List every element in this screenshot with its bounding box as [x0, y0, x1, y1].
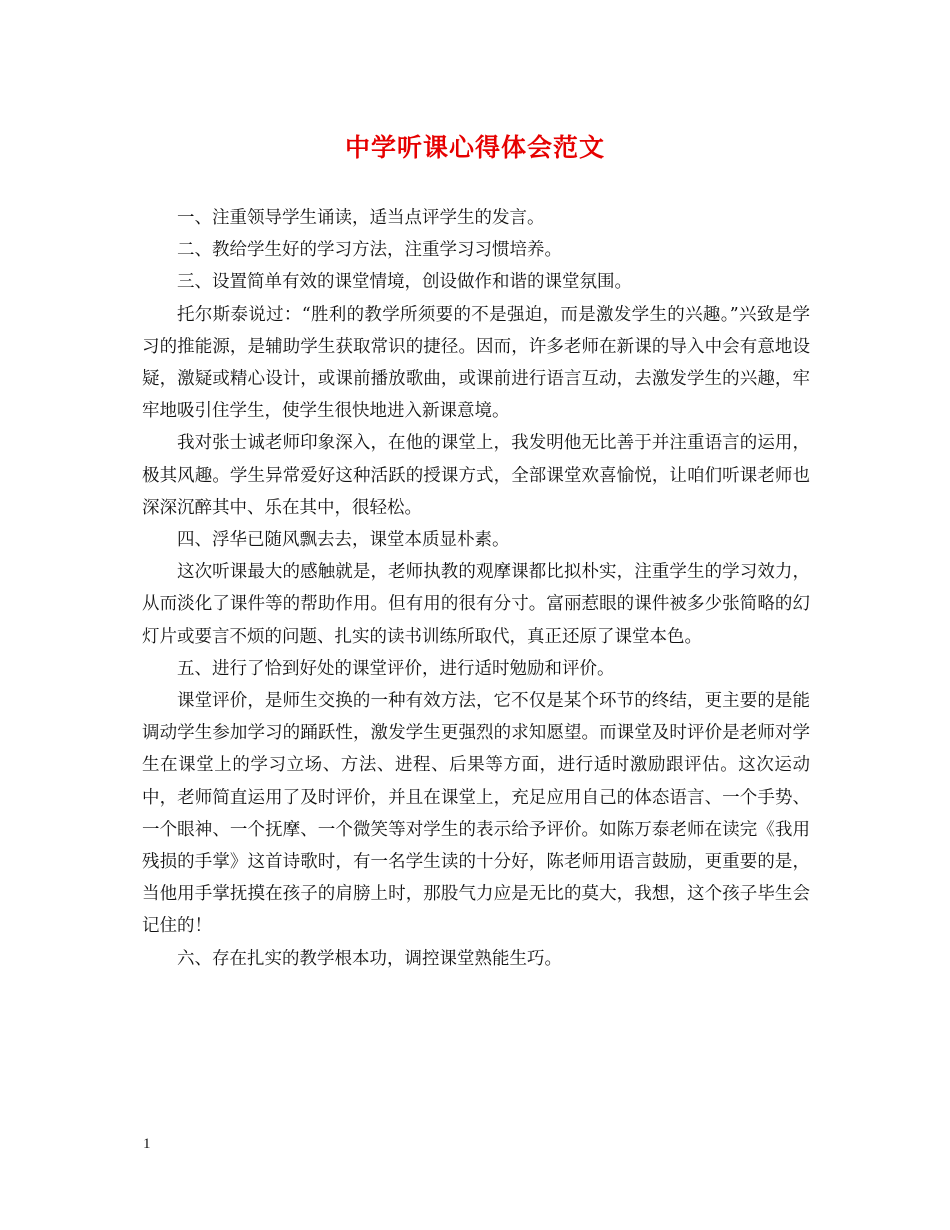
paragraph-7: 这次听课最大的感触就是，老师执教的观摩课都比拟朴实，注重学生的学习效力，从而淡化了课件等的帮助作用。但有用的很有分寸。富丽惹眼的课件被多少张简略的幻灯片或要言不烦的问题、扎实的读书训练所取代，真正还原了课堂本色。 [142, 562, 810, 647]
paragraph-5: 我对张士诚老师印象深入，在他的课堂上，我发明他无比善于并注重语言的运用，极其风趣。学生异常爱好这种活跃的授课方式，全部课堂欢喜愉悦，让咱们听课老师也深深沉醉其中、乐在其中，很轻松。 [142, 433, 810, 518]
paragraph-3: 三、设置简单有效的课堂情境，创设做作和谐的课堂氛围。 [177, 272, 632, 293]
paragraph-4: 托尔斯泰说过：“胜利的教学所须要的不是强迫，而是激发学生的兴趣。”兴致是学习的推能源，是辅助学生获取常识的捷径。因而，许多老师在新课的导入中会有意地设疑，激疑或精心设计，或课前播放歌曲，或课前进行语言互动，去激发学生的兴趣，牢牢地吸引住学生，使学生很快地进入新课意境。 [142, 304, 810, 422]
page-number: 1 [143, 1136, 151, 1152]
paragraph-1: 一、注重领导学生诵读，适当点评学生的发言。 [177, 208, 545, 228]
paragraph-6: 四、浮华已随风飘去去，课堂本质显朴素。 [177, 530, 510, 551]
paragraph-9: 课堂评价，是师生交换的一种有效方法，它不仅是某个环节的终结，更主要的是能调动学生参加学习的踊跃性，激发学生更强烈的求知愿望。而课堂及时评价是老师对学生在课堂上的学习立场、方法、进程、后果等方面，进行适时激励跟评估。这次运动中，老师简直运用了及时评价，并且在课堂上，充足应用自己的体态语言、一个手势、一个眼神、一个抚摩、一个微笑等对学生的表示给予评价。如陈万泰老师在读完《我用残损的手掌》这首诗歌时，有一名学生读的十分好，陈老师用语言鼓励，更重要的是，当他用手掌抚摸在孩子的肩膀上时，那股气力应是无比的莫大，我想，这个孩子毕生会记住的！ [142, 691, 810, 937]
paragraph-10: 六、存在扎实的教学根本功，调控课堂熟能生巧。 [177, 948, 562, 969]
document-body [142, 202, 810, 975]
paragraph-8: 五、进行了恰到好处的课堂评价，进行适时勉励和评价。 [177, 658, 615, 679]
document-title: 中学听课心得体会范文 [344, 133, 605, 162]
paragraph-2: 二、教给学生好的学习方法，注重学习习惯培养。 [177, 240, 562, 261]
